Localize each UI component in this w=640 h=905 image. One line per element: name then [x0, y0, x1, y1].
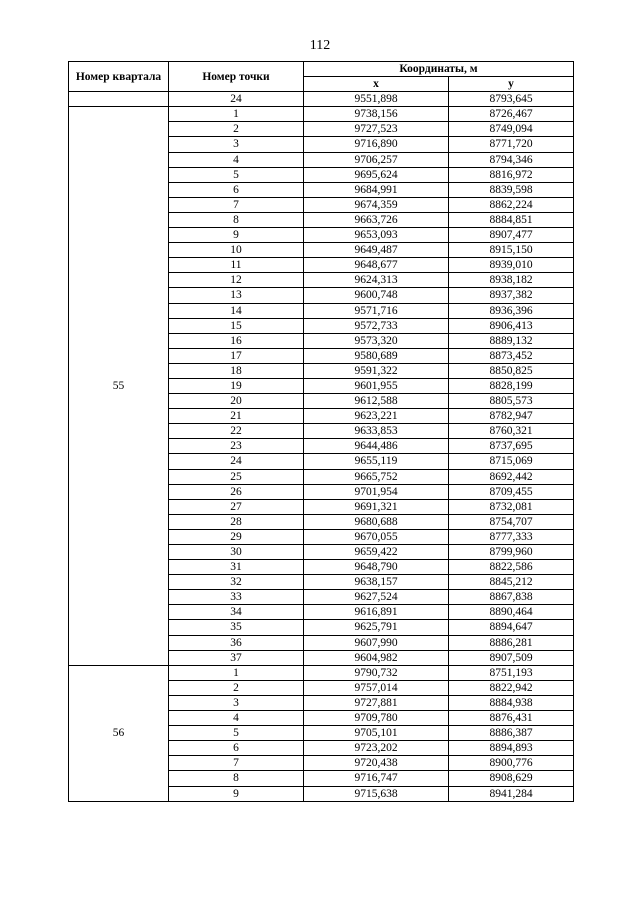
y-cell: 8692,442 — [449, 469, 574, 484]
point-cell: 2 — [169, 122, 304, 137]
y-cell: 8737,695 — [449, 439, 574, 454]
x-cell: 9665,752 — [304, 469, 449, 484]
x-cell: 9604,982 — [304, 650, 449, 665]
x-cell: 9600,748 — [304, 288, 449, 303]
y-cell: 8939,010 — [449, 258, 574, 273]
point-cell: 30 — [169, 545, 304, 560]
point-cell: 31 — [169, 560, 304, 575]
table-header — [69, 62, 574, 92]
header-x: x — [304, 77, 449, 92]
y-cell: 8873,452 — [449, 348, 574, 363]
point-cell: 32 — [169, 575, 304, 590]
y-cell: 8889,132 — [449, 333, 574, 348]
point-cell: 5 — [169, 726, 304, 741]
y-cell: 8876,431 — [449, 711, 574, 726]
point-cell: 12 — [169, 273, 304, 288]
x-cell: 9644,486 — [304, 439, 449, 454]
point-cell: 3 — [169, 137, 304, 152]
x-cell: 9720,438 — [304, 756, 449, 771]
point-cell: 7 — [169, 197, 304, 212]
point-cell: 4 — [169, 711, 304, 726]
x-cell: 9757,014 — [304, 680, 449, 695]
point-cell: 1 — [169, 107, 304, 122]
y-cell: 8862,224 — [449, 197, 574, 212]
point-cell: 6 — [169, 741, 304, 756]
y-cell: 8886,387 — [449, 726, 574, 741]
x-cell: 9715,638 — [304, 786, 449, 801]
y-cell: 8886,281 — [449, 635, 574, 650]
y-cell: 8839,598 — [449, 182, 574, 197]
x-cell: 9648,677 — [304, 258, 449, 273]
point-cell: 1 — [169, 665, 304, 680]
x-cell: 9624,313 — [304, 273, 449, 288]
y-cell: 8884,938 — [449, 695, 574, 710]
point-cell: 24 — [169, 454, 304, 469]
x-cell: 9601,955 — [304, 378, 449, 393]
y-cell: 8771,720 — [449, 137, 574, 152]
x-cell: 9727,881 — [304, 695, 449, 710]
point-cell: 34 — [169, 605, 304, 620]
x-cell: 9653,093 — [304, 228, 449, 243]
point-cell: 16 — [169, 333, 304, 348]
y-cell: 8760,321 — [449, 424, 574, 439]
header-quarter: Номер квартала — [69, 62, 169, 92]
point-cell: 9 — [169, 228, 304, 243]
point-cell: 10 — [169, 243, 304, 258]
x-cell: 9638,157 — [304, 575, 449, 590]
point-cell: 26 — [169, 484, 304, 499]
y-cell: 8794,346 — [449, 152, 574, 167]
y-cell: 8907,477 — [449, 228, 574, 243]
x-cell: 9659,422 — [304, 545, 449, 560]
y-cell: 8822,942 — [449, 680, 574, 695]
y-cell: 8894,647 — [449, 620, 574, 635]
y-cell: 8805,573 — [449, 394, 574, 409]
y-cell: 8941,284 — [449, 786, 574, 801]
quarter-cell: 55 — [69, 107, 169, 665]
x-cell: 9607,990 — [304, 635, 449, 650]
x-cell: 9616,891 — [304, 605, 449, 620]
coordinates-table — [68, 61, 574, 802]
x-cell: 9627,524 — [304, 590, 449, 605]
point-cell: 17 — [169, 348, 304, 363]
x-cell: 9573,320 — [304, 333, 449, 348]
x-cell: 9663,726 — [304, 212, 449, 227]
quarter-cell: 56 — [69, 665, 169, 801]
point-cell: 15 — [169, 318, 304, 333]
point-cell: 19 — [169, 378, 304, 393]
point-cell: 25 — [169, 469, 304, 484]
y-cell: 8715,069 — [449, 454, 574, 469]
x-cell: 9674,359 — [304, 197, 449, 212]
x-cell: 9591,322 — [304, 363, 449, 378]
y-cell: 8937,382 — [449, 288, 574, 303]
x-cell: 9790,732 — [304, 665, 449, 680]
x-cell: 9623,221 — [304, 409, 449, 424]
x-cell: 9723,202 — [304, 741, 449, 756]
point-cell: 24 — [169, 92, 304, 107]
header-coordinates: Координаты, м — [304, 62, 574, 77]
point-cell: 20 — [169, 394, 304, 409]
y-cell: 8782,947 — [449, 409, 574, 424]
point-cell: 11 — [169, 258, 304, 273]
x-cell: 9727,523 — [304, 122, 449, 137]
x-cell: 9648,790 — [304, 560, 449, 575]
table-row — [69, 107, 574, 122]
point-cell: 2 — [169, 680, 304, 695]
quarter-cell — [69, 92, 169, 107]
y-cell: 8907,509 — [449, 650, 574, 665]
point-cell: 14 — [169, 303, 304, 318]
header-y: y — [449, 77, 574, 92]
header-point: Номер точки — [169, 62, 304, 92]
point-cell: 8 — [169, 212, 304, 227]
point-cell: 8 — [169, 771, 304, 786]
point-cell: 4 — [169, 152, 304, 167]
y-cell: 8793,645 — [449, 92, 574, 107]
x-cell: 9625,791 — [304, 620, 449, 635]
x-cell: 9580,689 — [304, 348, 449, 363]
y-cell: 8777,333 — [449, 529, 574, 544]
y-cell: 8799,960 — [449, 545, 574, 560]
y-cell: 8709,455 — [449, 484, 574, 499]
point-cell: 29 — [169, 529, 304, 544]
x-cell: 9716,747 — [304, 771, 449, 786]
y-cell: 8936,396 — [449, 303, 574, 318]
point-cell: 33 — [169, 590, 304, 605]
point-cell: 3 — [169, 695, 304, 710]
table-body — [69, 92, 574, 801]
y-cell: 8822,586 — [449, 560, 574, 575]
x-cell: 9633,853 — [304, 424, 449, 439]
point-cell: 23 — [169, 439, 304, 454]
y-cell: 8816,972 — [449, 167, 574, 182]
y-cell: 8915,150 — [449, 243, 574, 258]
point-cell: 28 — [169, 514, 304, 529]
y-cell: 8894,893 — [449, 741, 574, 756]
point-cell: 6 — [169, 182, 304, 197]
point-cell: 13 — [169, 288, 304, 303]
y-cell: 8850,825 — [449, 363, 574, 378]
x-cell: 9738,156 — [304, 107, 449, 122]
y-cell: 8884,851 — [449, 212, 574, 227]
table-row — [69, 665, 574, 680]
point-cell: 18 — [169, 363, 304, 378]
x-cell: 9572,733 — [304, 318, 449, 333]
y-cell: 8900,776 — [449, 756, 574, 771]
x-cell: 9705,101 — [304, 726, 449, 741]
point-cell: 9 — [169, 786, 304, 801]
x-cell: 9701,954 — [304, 484, 449, 499]
x-cell: 9571,716 — [304, 303, 449, 318]
x-cell: 9612,588 — [304, 394, 449, 409]
point-cell: 37 — [169, 650, 304, 665]
y-cell: 8828,199 — [449, 378, 574, 393]
point-cell: 27 — [169, 499, 304, 514]
y-cell: 8890,464 — [449, 605, 574, 620]
x-cell: 9716,890 — [304, 137, 449, 152]
x-cell: 9649,487 — [304, 243, 449, 258]
page-number: 112 — [309, 38, 331, 53]
x-cell: 9691,321 — [304, 499, 449, 514]
point-cell: 36 — [169, 635, 304, 650]
point-cell: 22 — [169, 424, 304, 439]
x-cell: 9695,624 — [304, 167, 449, 182]
x-cell: 9684,991 — [304, 182, 449, 197]
x-cell: 9709,780 — [304, 711, 449, 726]
y-cell: 8751,193 — [449, 665, 574, 680]
point-cell: 7 — [169, 756, 304, 771]
y-cell: 8749,094 — [449, 122, 574, 137]
x-cell: 9680,688 — [304, 514, 449, 529]
x-cell: 9551,898 — [304, 92, 449, 107]
y-cell: 8726,467 — [449, 107, 574, 122]
table-row — [69, 92, 574, 107]
x-cell: 9670,055 — [304, 529, 449, 544]
y-cell: 8908,629 — [449, 771, 574, 786]
x-cell: 9655,119 — [304, 454, 449, 469]
y-cell: 8732,081 — [449, 499, 574, 514]
point-cell: 35 — [169, 620, 304, 635]
y-cell: 8845,212 — [449, 575, 574, 590]
y-cell: 8906,413 — [449, 318, 574, 333]
x-cell: 9706,257 — [304, 152, 449, 167]
y-cell: 8938,182 — [449, 273, 574, 288]
y-cell: 8867,838 — [449, 590, 574, 605]
point-cell: 21 — [169, 409, 304, 424]
y-cell: 8754,707 — [449, 514, 574, 529]
point-cell: 5 — [169, 167, 304, 182]
